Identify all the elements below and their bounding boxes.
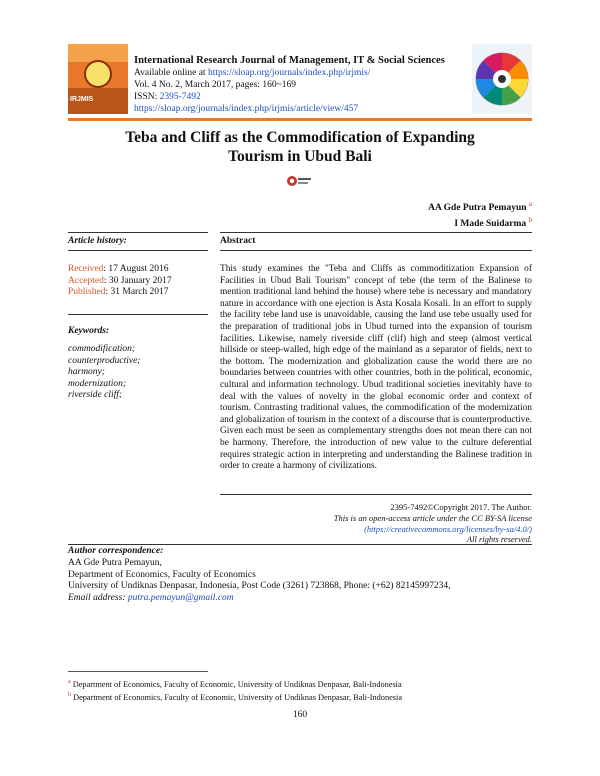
correspondence-dept: Department of Economics, Faculty of Economics [68,569,256,580]
correspondence-name: AA Gde Putra Pemayun, [68,557,162,568]
keyword-item: counterproductive; [68,355,141,366]
logo-text: IRJMIS [70,96,94,103]
author-correspondence [68,546,538,605]
divider [68,314,208,315]
footnote-item: $^a$ Department of Economics, Faculty of Economic, University of Undiknas Denpasar, Bali-Indonesia [68,679,402,689]
correspondence-address: University of Undiknas Denpasar, Indonesia, Post Code (3261) 723868, Phone: (+62) 82145997234, [68,581,451,592]
journal-logo [68,44,128,114]
abstract-text: This study examines the "Teba and Cliffs as commoditization Expansion of Facilities in Ubud Bali Tourism" concept of tebe (the term of the Balinese to mention traditional land behind the house) where tebe is necessary and mandatory nature in accordance with one ejection is Asta Kosala Kosali. In an effort to supply the facility tebe land use is unavoidable, causing the land use tebe usually used for the preparation of traditional jobs in Ubud turned into the expansion of tourism facilities. Likewise, namely riverside cliff (clif) high and steep (almost vertical hillside or steep-walled, high edge of the mainland as a separator of fields, next to the bottom. The modernization and globalization cause the world there are no boundaries between countries with other countries, both in the political, economic, cultural and information technology. Ubud traditional societies inevitably have to deal with the values of novelty in the global economic order and context of tourism. Contrasting traditional values, the commodification of the modernization and globalization of tourism in the context of a discourse that is counterproductive. Given each must be seen as complementary strengths does not mean there can not be harmony. Therefore, the introduction of new value to the culture deferential requires strategic action in interpreting and understanding the Balinese tradition in order to create a harmony of civilizations. [220,264,532,472]
paper-title: Teba and Cliff as the Commodification of Expanding Tourism in Ubud Bali [125,129,475,165]
history-item: Received: 17 August 2016 [68,264,169,274]
divider [220,250,532,251]
keyword-item: modernization; [68,378,127,389]
history-item: Published: 31 March 2017 [68,287,169,297]
author-item: I Made Suidarma $^b$ [454,216,532,230]
history-item: Accepted: 30 January 2017 [68,275,172,286]
publisher-logo [472,44,532,114]
article-history [68,264,172,299]
author-item: AA Gde Putra Pemayun $^a$ [428,200,532,214]
journal-header [134,55,469,115]
email-link[interactable]: putra.pemayun@gmail.com [127,593,234,604]
color-wheel-icon [474,49,530,109]
volume-info: Vol. 4 No. 2, March 2017, pages: 160~169 [134,80,296,90]
keyword-item: harmony; [68,367,105,377]
footnote-divider [68,671,208,672]
issn-link[interactable]: 2395-7492 [159,92,201,102]
divider [220,494,532,495]
available-online: Available online at https://sloap.org/journals/index.php/irjmis/ [134,68,371,78]
issn: ISSN: 2395-7492 [134,92,201,102]
crossmark-badge[interactable] [286,174,312,188]
footnotes [68,677,402,704]
header-divider [68,118,532,121]
license-link[interactable]: (https://creativecommons.org/licenses/by-sa/4.0/) [364,523,532,534]
author-list [428,198,532,230]
divider [68,250,208,251]
abstract-heading: Abstract [220,236,256,246]
divider [68,232,208,233]
correspondence-email: Email address: putra.pemayun@gmail.com [68,593,234,604]
keywords-heading: Keywords: [68,326,110,336]
copyright-notice: 2395-7492©Copyright 2017. The Author. This is an open-access article under the CC BY-SA license (https://creativecommons.org/licenses/by-sa/4.0/) All rights reserved. [333,502,532,545]
correspondence-heading: Author correspondence: [68,546,164,556]
history-heading: Article history: [68,236,127,246]
page-number: 160 [292,710,308,720]
keyword-item: commodification; [68,344,136,354]
keywords-list [68,344,140,402]
keyword-item: riverside cliff; [68,390,123,400]
divider [68,544,532,545]
divider [220,232,532,233]
article-link[interactable]: https://sloap.org/journals/index.php/irjmis/article/view/457 [134,104,359,114]
journal-link[interactable]: https://sloap.org/journals/index.php/irjmis/ [207,68,371,78]
sun-icon [84,60,112,88]
journal-name: International Research Journal of Management, IT & Social Sciences [134,55,445,66]
footnote-item: $^b$ Department of Economics, Faculty of Economic, University of Undiknas Denpasar, Bali-Indonesia [68,692,402,703]
